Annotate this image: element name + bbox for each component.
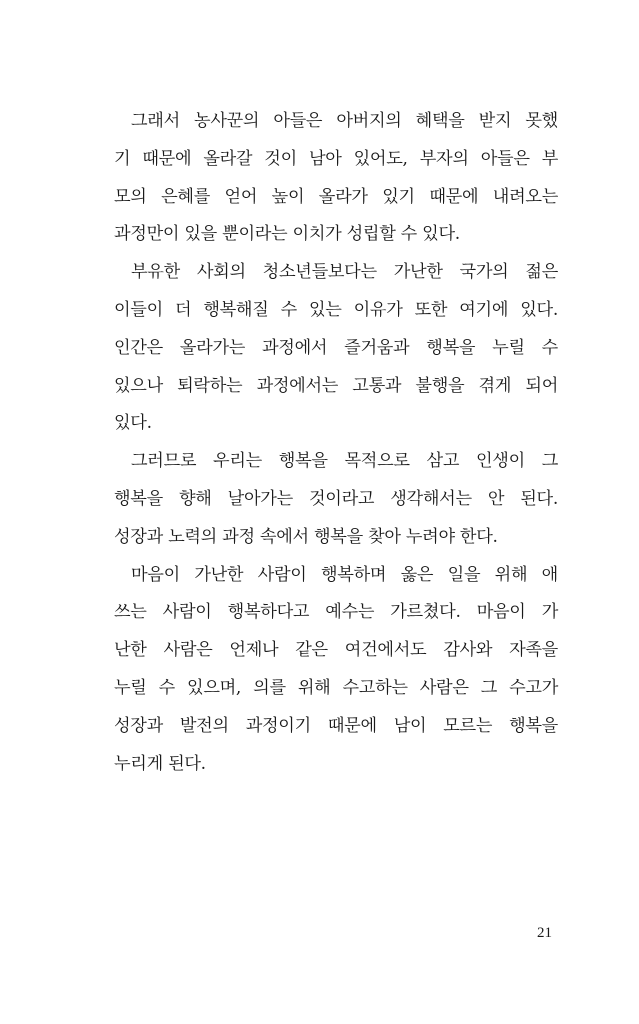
text-line: 성장과 노력의 과정 속에서 행복을 찾아 누려야 한다. [114, 526, 498, 547]
text-line: 그러므로 우리는 행복을 목적으로 삼고 인생이 그 [131, 451, 558, 472]
text-line: 부유한 사회의 청소년들보다는 가난한 국가의 젊은 [131, 262, 558, 283]
text-line: 과정만이 있을 뿐이라는 이치가 성립할 수 있다. [114, 224, 460, 245]
text-line: 모의 은혜를 얻어 높이 올라가 있기 때문에 내려오는 [114, 186, 558, 207]
text-line: 행복을 향해 날아가는 것이라고 생각해서는 안 된다. [114, 488, 558, 509]
text-line: 난한 사람은 언제나 같은 여건에서도 감사와 자족을 [114, 640, 558, 661]
text-line: 있다. [114, 413, 152, 434]
text-line: 그래서 농사꾼의 아들은 아버지의 혜택을 받지 못했 [131, 111, 558, 131]
text-line: 인간은 올라가는 과정에서 즐거움과 행복을 누릴 수 [114, 337, 558, 358]
text-line: 누리게 된다. [114, 753, 206, 774]
text-line: 마음이 가난한 사람이 행복하며 옳은 일을 위해 애 [131, 564, 558, 585]
text-line: 기 때문에 올라갈 것이 남아 있어도, 부자의 아들은 부 [114, 148, 558, 169]
body-text [114, 103, 558, 783]
text-line: 누릴 수 있으며, 의를 위해 수고하는 사람은 그 수고가 [114, 677, 558, 698]
text-line: 있으나 퇴락하는 과정에서는 고통과 불행을 겪게 되어 [114, 375, 558, 396]
text-line: 이들이 더 행복해질 수 있는 이유가 또한 여기에 있다. [114, 299, 558, 320]
page-number: 21 [537, 925, 552, 941]
text-line: 쓰는 사람이 행복하다고 예수는 가르쳤다. 마음이 가 [114, 602, 558, 623]
text-line: 성장과 발전의 과정이기 때문에 남이 모르는 행복을 [114, 715, 558, 736]
